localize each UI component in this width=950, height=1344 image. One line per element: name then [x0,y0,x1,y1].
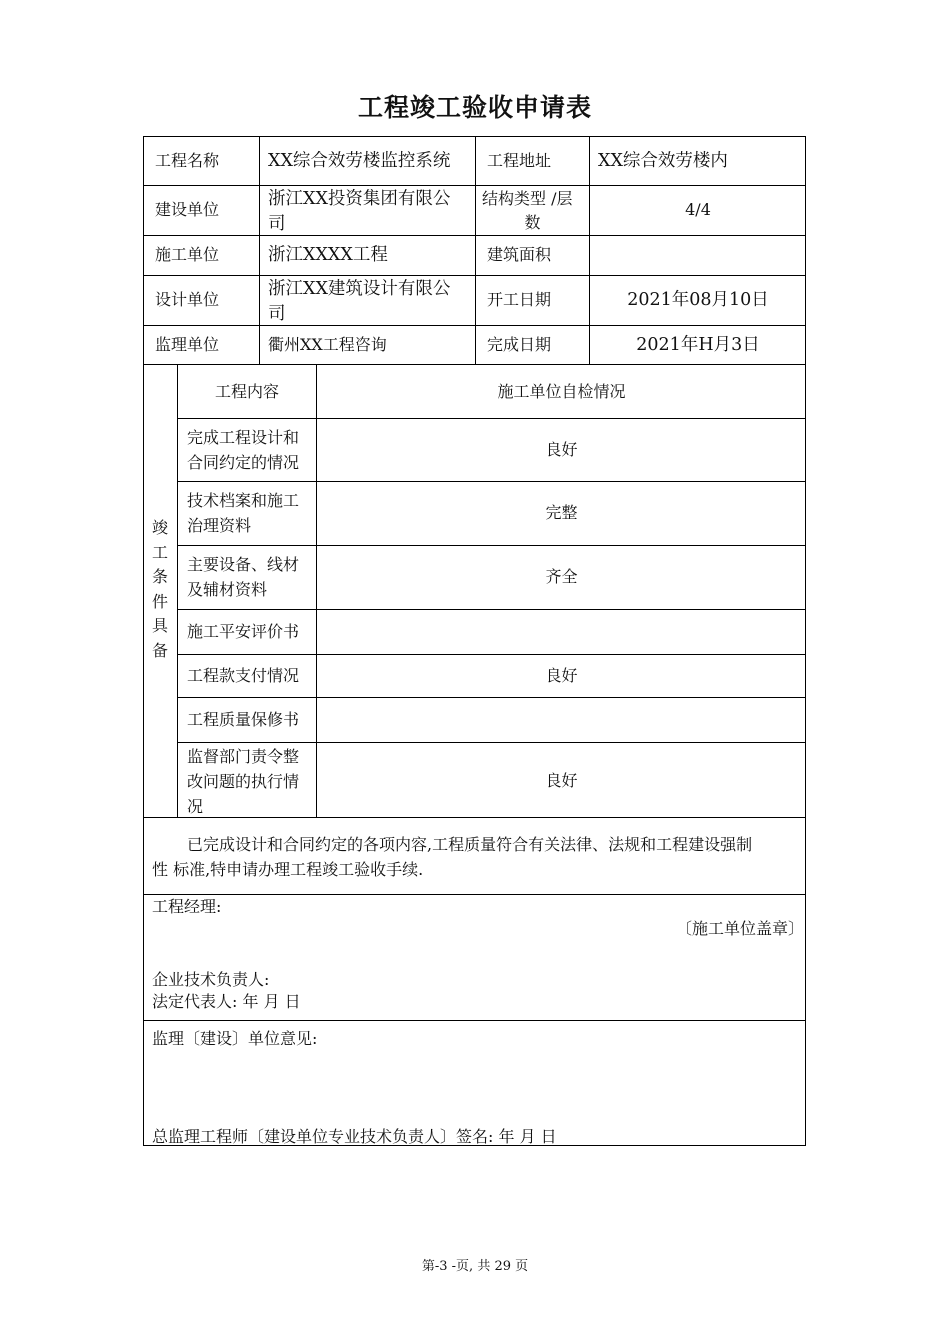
column-divider [177,364,178,818]
project-address-label: 工程地址 [487,151,552,170]
row-divider [177,481,806,482]
row-divider [143,1020,806,1021]
side-label-char: 条 [151,567,168,586]
project-name-value: XX综合效劳楼监控系统 [268,151,451,171]
side-label-char: 具 [151,616,168,635]
condition-item-line3: 况 [187,797,204,816]
condition-item-line1: 主要设备、线材 [187,555,300,574]
row-divider [177,609,806,610]
statement-line1: 已完成设计和合同约定的各项内容,工程质量符合有关法律、法规和工程建设强制 [187,835,753,854]
condition-item-line1: 完成工程设计和 [187,428,300,447]
legal-rep-label: 法定代表人: 年 月 日 [152,992,301,1011]
row-divider [177,545,806,546]
supervisor-opinion-label: 监理〔建设〕单位意见: [152,1029,318,1048]
condition-item-line1: 监督部门责令整 [187,747,300,766]
column-divider [316,364,317,818]
builder-value-line2: 司 [268,214,286,234]
row-divider [177,697,806,698]
row-divider [177,418,806,419]
contractor-value: 浙江XXXX工程 [268,245,388,265]
tech-lead-label: 企业技术负责人: [152,970,270,989]
row-divider [177,654,806,655]
designer-value-line1: 浙江XX建筑设计有限公 [268,279,451,299]
builder-label: 建设单位 [155,200,220,219]
supervisor-value: 衢州XX工程咨询 [268,335,387,354]
builder-value-line1: 浙江XX投资集团有限公 [268,189,451,209]
conditions-side-label [150,516,170,663]
condition-item-line1: 工程款支付情况 [187,666,300,685]
project-name-label: 工程名称 [155,151,220,170]
designer-value-line2: 司 [268,304,286,324]
condition-result: 齐全 [545,567,578,586]
supervisor-label: 监理单位 [155,335,220,354]
contractor-seal-label: 〔施工单位盖章〕 [676,919,805,938]
content-header: 工程内容 [214,382,279,401]
statement-line2: 性 标准,特申请办理工程竣工验收手续. [152,860,424,879]
condition-item-line1: 施工平安评价书 [187,622,300,641]
start-date-label: 开工日期 [487,290,552,309]
condition-item-line1: 技术档案和施工 [187,491,300,510]
row-divider [143,894,806,895]
row-divider [177,742,806,743]
side-label-char: 竣 [151,518,168,537]
finish-date-label: 完成日期 [487,335,552,354]
page-footer: 第-3 -页, 共 29 页 [421,1259,529,1274]
condition-result: 良好 [545,440,578,459]
project-manager-label: 工程经理: [152,897,222,916]
condition-item-line2: 及辅材资料 [187,580,268,599]
check-header: 施工单位自检情况 [497,382,626,401]
column-divider [475,136,476,365]
condition-result: 完整 [545,503,578,522]
column-divider [589,136,590,365]
row-divider [143,817,806,818]
page-title: 工程竣工验收申请表 [357,93,592,122]
finish-date-value: 2021年H月3日 [636,335,760,355]
condition-item-line2: 治理资料 [187,516,252,535]
side-label-char: 备 [151,640,168,660]
condition-item-line2: 改问题的执行情 [187,772,300,791]
structure-value: 4/4 [685,200,711,219]
column-divider [259,136,260,365]
condition-result: 良好 [545,666,578,685]
condition-result: 良好 [545,771,578,790]
designer-label: 设计单位 [155,290,220,309]
area-label: 建筑面积 [487,245,552,264]
project-address-value: XX综合效劳楼内 [598,151,728,171]
structure-label-line1: 结构类型 /层 [482,189,573,208]
contractor-label: 施工单位 [155,245,220,264]
start-date-value: 2021年08月10日 [627,290,769,310]
side-label-char: 工 [151,542,168,562]
condition-item-line2: 合同约定的情况 [187,453,300,472]
structure-label-line2: 数 [524,213,541,232]
side-label-char: 件 [151,591,168,611]
condition-item-line1: 工程质量保修书 [187,710,300,729]
chief-engineer-signature-label: 总监理工程师〔建设单位专业技术负责人〕签名: 年 月 日 [152,1127,557,1146]
